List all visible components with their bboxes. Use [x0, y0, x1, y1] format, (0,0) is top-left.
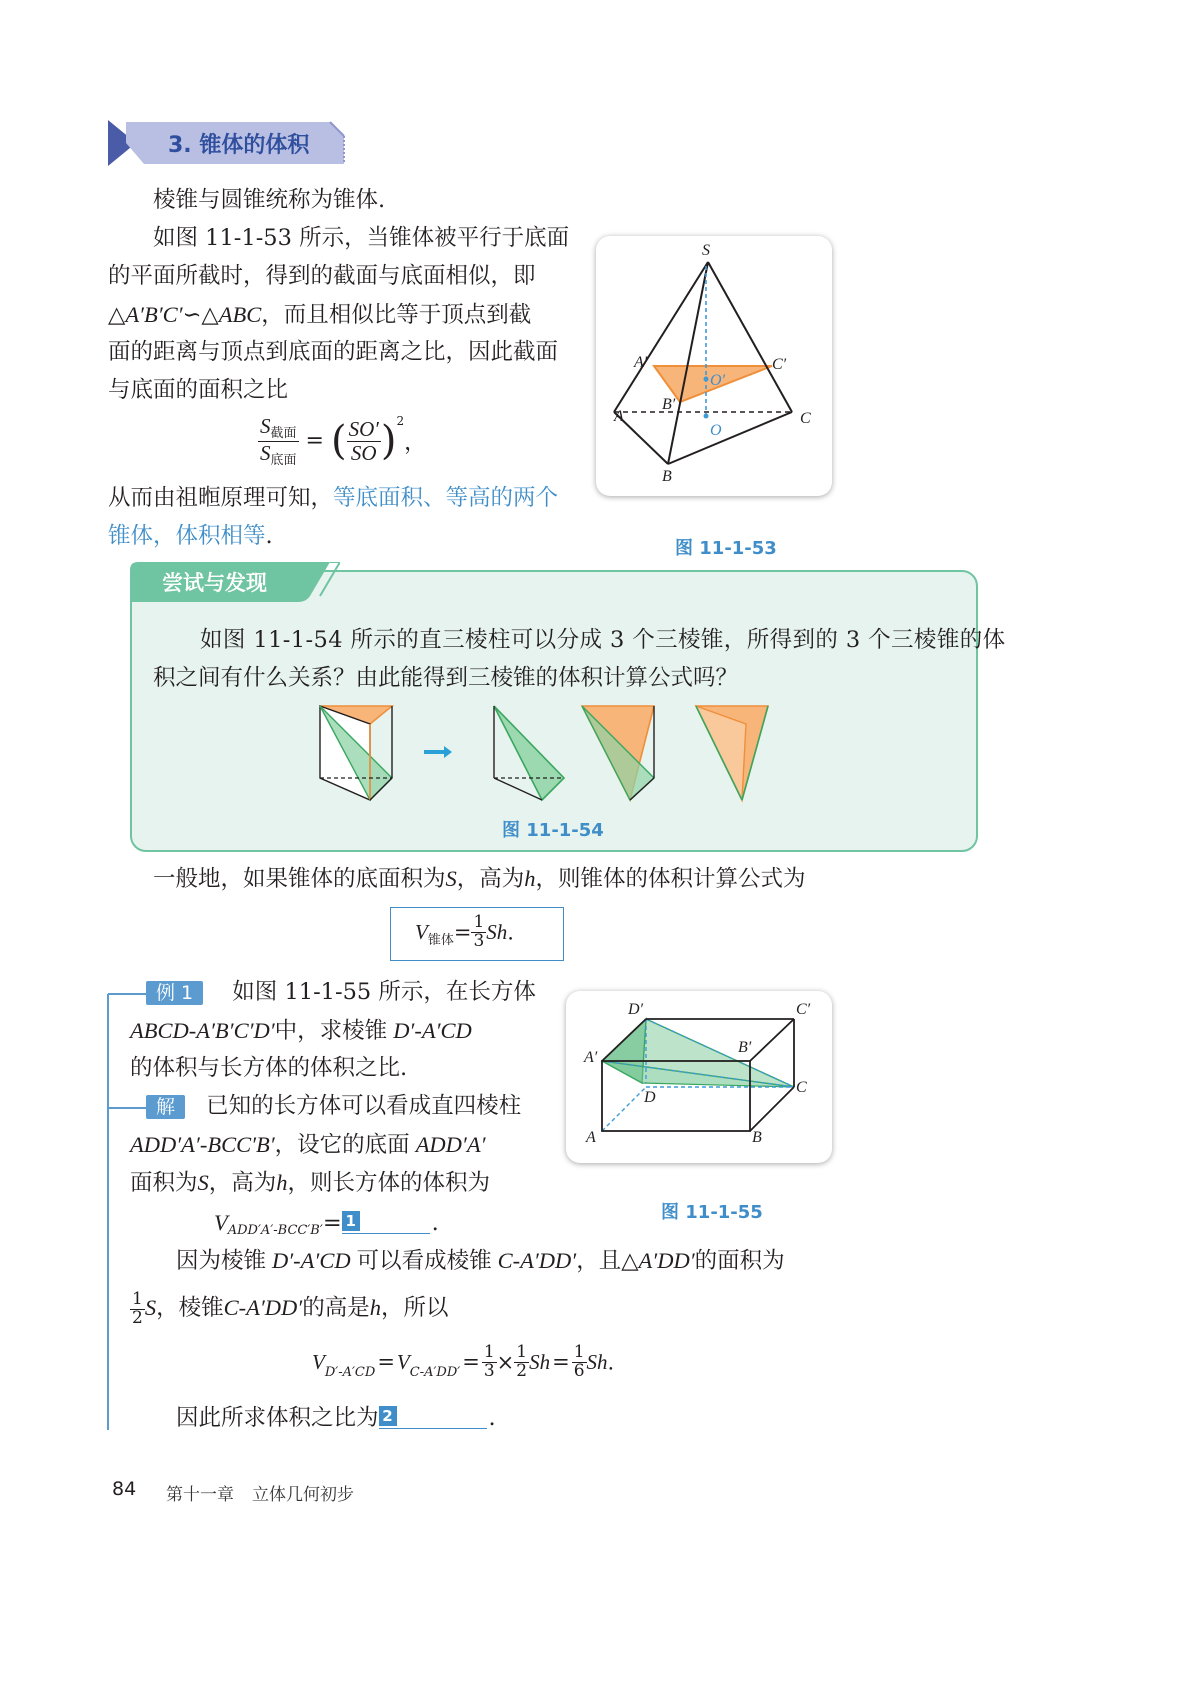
figure-11-1-54 [310, 700, 790, 810]
solution-last-line: 因此所求体积之比为 2 . [176, 1405, 496, 1431]
cuboid-diagram [566, 991, 832, 1163]
fig53-label-O1: O′ [710, 372, 726, 389]
fig55-label-C1: C′ [796, 1001, 811, 1018]
page-number: 84 [112, 1478, 137, 1500]
para2-line2: 的平面所截时，得到的截面与底面相似，即 [108, 263, 536, 289]
answer-blank-2[interactable]: 2 [379, 1406, 487, 1429]
solution-tag: 解 [146, 1095, 185, 1119]
exponent: 2 [396, 414, 405, 428]
para2-line3 [108, 294, 531, 336]
cone-volume-formula-box: $V_{锥体}=$ $\frac{1}{3}$ Sh. [390, 907, 564, 961]
general-line: 一般地，如果锥体的底面积为S，高为h，则锥体的体积计算公式为 [153, 866, 806, 892]
area-fraction: $\frac{S_{截面}}{S_{底面}}$ [260, 413, 297, 468]
solution-line6: $\frac{1}{2}$ S，棱锥C-A′DD′的高是h，所以 [132, 1288, 449, 1328]
example-line3: 的体积与长方体的体积之比. [130, 1055, 408, 1081]
explore-tab-label: 尝试与发现 [162, 571, 267, 595]
fig53-label-B1: B′ [662, 396, 676, 413]
para3-highlight1: 等底面积、等高的两个 [333, 485, 559, 511]
solution-line3: 面积为S，高为h，则长方体的体积为 [130, 1170, 491, 1196]
para3-post: . [265, 523, 273, 549]
fig53-label-C: C [800, 410, 811, 427]
fig55-label-A1: A′ [584, 1049, 598, 1066]
fig53-label-A1: A′ [634, 354, 648, 371]
fig55-label-A: A [586, 1129, 596, 1146]
triangle-symbol: △ [108, 302, 126, 328]
solution-volume-line: VADD′A′-BCC′B′= 1 . [214, 1210, 439, 1238]
equals: = [305, 428, 324, 454]
para3-highlight2: 锥体，体积相等 [108, 523, 266, 549]
fig55-label-B: B [752, 1129, 762, 1146]
arrow-icon [424, 746, 452, 758]
section-title: 3. 锥体的体积 [168, 133, 310, 158]
example-line2: ABCD-A′B′C′D′中，求棱锥 D′-A′CD [130, 1018, 472, 1044]
figure-11-1-53 [596, 236, 832, 496]
para2-line3-post: ，而且相似比等于顶点到截 [261, 302, 532, 328]
footer-chapter: 第十一章 立体几何初步 [166, 1485, 354, 1505]
pyramid-piece-3 [696, 706, 768, 800]
example-line1: 例 1 如图 11-1-55 所示，在长方体 [146, 972, 536, 1013]
example-tag: 例 1 [146, 981, 203, 1005]
section-header [108, 120, 348, 166]
fig54-caption: 图 11-1-54 [502, 820, 604, 841]
pyramid-volume-formula: $V_{D'-A'CD}=V_{C-A'DD'}=$ $\frac{1}{3}$ × $\frac{1}{2}$ Sh= $\frac{1}{6}$ Sh. [312, 1342, 615, 1381]
height-fraction: $\frac{SO'}{SO}$ [348, 417, 379, 465]
formula1-tail: ， [404, 430, 427, 456]
answer-blank-1[interactable]: 1 [342, 1211, 430, 1234]
solution-line5: 因为棱锥 D′-A′CD 可以看成棱锥 C-A′DD′，且△A′DD′的面积为 [176, 1248, 785, 1274]
fig53-label-A: A [614, 408, 624, 425]
pyramid-piece-2 [582, 706, 654, 800]
para2-line5: 与底面的面积之比 [108, 377, 289, 403]
fig55-caption: 图 11-1-55 [661, 1202, 763, 1223]
fig53-label-B: B [662, 468, 672, 485]
fig53-label-S: S [702, 242, 710, 259]
fig55-label-C: C [796, 1079, 807, 1096]
solution-line1: 解 已知的长方体可以看成直四棱柱 [146, 1086, 521, 1127]
para3-line2 [108, 516, 273, 557]
para3-line1 [108, 478, 558, 519]
explore-line2: 积之间有什么关系？由此能得到三棱锥的体积计算公式吗？ [153, 665, 739, 691]
figure-11-1-55 [566, 991, 832, 1163]
fig55-label-D1: D′ [628, 1001, 644, 1018]
area-ratio-formula: $\frac{S_{截面}}{S_{底面}}$ = ( $\frac{SO'}{SO}$ )$^2$， [260, 413, 427, 468]
fig55-label-D: D [644, 1089, 656, 1106]
solution-line2: ADD′A′-BCC′B′，设它的底面 ADD′A′ [130, 1132, 486, 1158]
pyramid-diagram [596, 236, 832, 496]
fig55-label-B1: B′ [738, 1039, 752, 1056]
fig53-caption: 图 11-1-53 [675, 538, 777, 559]
explore-line1: 如图 11-1-54 所示的直三棱柱可以分成 3 个三棱锥，所得到的 3 个三棱锥的体 [200, 627, 1006, 653]
para3-pre: 从而由祖暅原理可知， [108, 485, 334, 511]
para1: 棱锥与圆锥统称为锥体. [153, 187, 386, 213]
fig53-label-C1: C′ [772, 356, 787, 373]
explore-tab [130, 562, 340, 602]
para2-line4: 面的距离与顶点到底面的距离之比，因此截面 [108, 339, 559, 365]
prism [320, 706, 392, 800]
pyramid-piece-1 [494, 706, 564, 800]
fig53-label-O: O [710, 422, 722, 439]
similar-triangles: A′B′C′∽△ABC [125, 302, 262, 327]
para2-line1: 如图 11-1-53 所示，当锥体被平行于底面 [153, 225, 570, 251]
